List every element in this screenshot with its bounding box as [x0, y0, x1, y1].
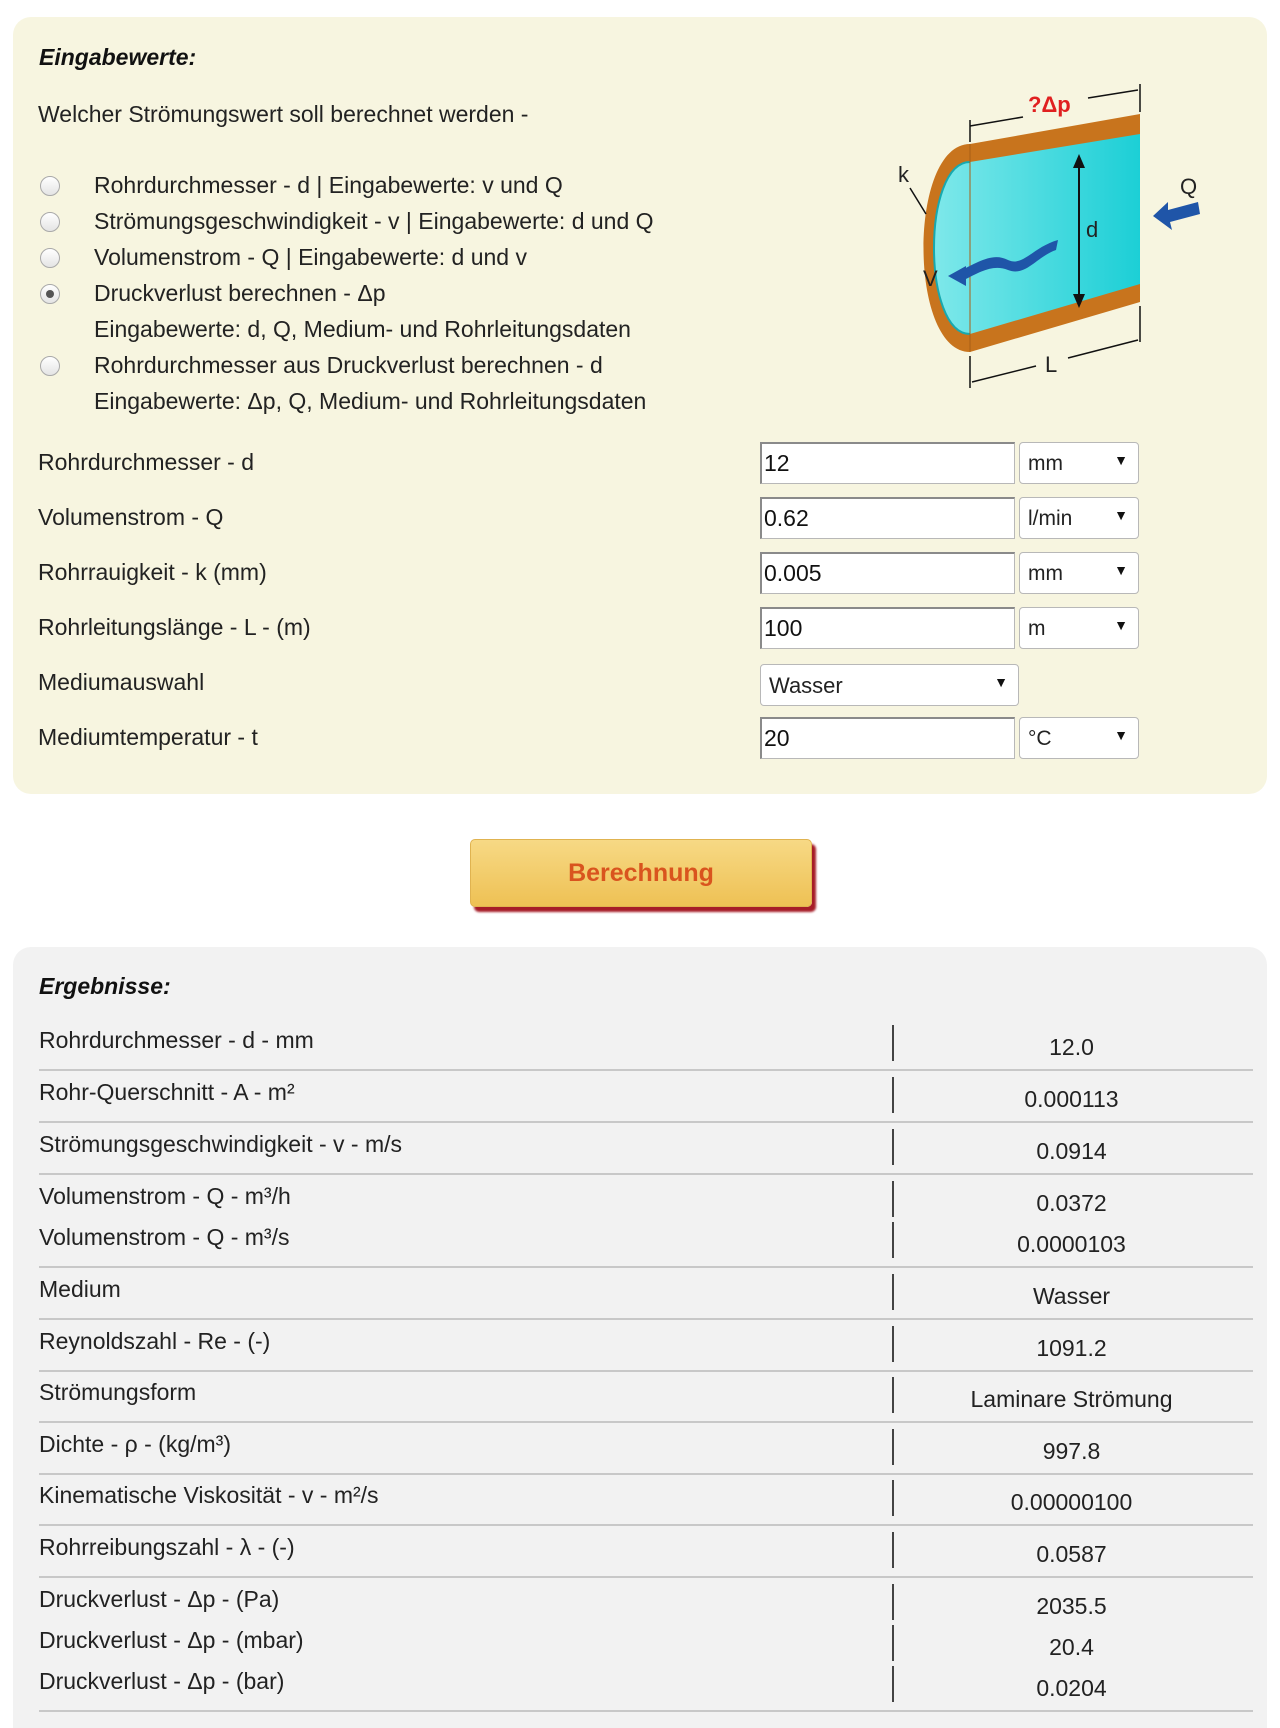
- temperature-label: Mediumtemperatur - t: [38, 724, 258, 750]
- row-divider: [39, 1318, 1253, 1320]
- radio-pressure-loss[interactable]: [40, 284, 60, 304]
- k-label: k: [898, 162, 909, 187]
- k-pointer: [910, 188, 926, 214]
- result-value: Wasser: [1032, 1283, 1111, 1309]
- row-divider: [39, 1266, 1253, 1268]
- flow-input[interactable]: [760, 497, 1015, 539]
- result-value: 0.0204: [1036, 1675, 1107, 1701]
- question-text: Welcher Strömungswert soll berechnet werden -: [38, 101, 529, 127]
- result-label: Medium: [39, 1276, 121, 1302]
- result-label: Druckverlust - Δp - (bar): [39, 1668, 285, 1694]
- row-separator: [892, 1666, 894, 1702]
- roughness-input[interactable]: [760, 552, 1015, 594]
- calculate-button[interactable]: Berechnung: [470, 839, 812, 907]
- option-velocity-label: Strömungsgeschwindigkeit - v | Eingabewerte: d und Q: [94, 208, 654, 234]
- results-heading: Ergebnisse:: [39, 973, 171, 999]
- result-label: Kinematische Viskosität - v - m²/s: [39, 1482, 379, 1508]
- row-divider: [39, 1421, 1253, 1423]
- option-diameter-from-dp-sublabel: Eingabewerte: Δp, Q, Medium- und Rohrleitungsdaten: [94, 388, 647, 414]
- result-label: Dichte - ρ - (kg/m³): [39, 1431, 231, 1457]
- result-value: 0.0372: [1036, 1190, 1107, 1216]
- q-arrow: [1153, 202, 1200, 230]
- input-heading: Eingabewerte:: [39, 44, 197, 70]
- result-value: 0.0914: [1036, 1138, 1107, 1164]
- result-label: Reynoldszahl - Re - (-): [39, 1328, 271, 1354]
- option-pressure-loss-label: Druckverlust berechnen - Δp: [94, 280, 386, 306]
- dp-line-left: [970, 117, 1023, 126]
- result-label: Druckverlust - Δp - (Pa): [39, 1586, 280, 1612]
- result-label: Strömungsform: [39, 1379, 197, 1405]
- radio-diameter[interactable]: [40, 176, 60, 196]
- temperature-unit-select[interactable]: [1019, 717, 1139, 759]
- d-label: d: [1086, 217, 1099, 242]
- medium-label: Mediumauswahl: [38, 669, 205, 695]
- diameter-input[interactable]: [760, 442, 1015, 484]
- result-label: Volumenstrom - Q - m³/h: [39, 1183, 291, 1209]
- row-separator: [892, 1077, 894, 1113]
- result-value: 1091.2: [1036, 1335, 1107, 1361]
- result-label: Strömungsgeschwindigkeit - v - m/s: [39, 1131, 403, 1157]
- result-label: Rohrdurchmesser - d - mm: [39, 1027, 314, 1053]
- result-label: Druckverlust - Δp - (mbar): [39, 1627, 304, 1653]
- length-label: Rohrleitungslänge - L - (m): [38, 614, 311, 640]
- row-separator: [892, 1480, 894, 1516]
- row-divider: [39, 1576, 1253, 1578]
- l-line-right: [1068, 340, 1138, 358]
- diameter-unit-select[interactable]: [1019, 442, 1139, 484]
- flow-label: Volumenstrom - Q: [38, 504, 224, 530]
- row-divider: [39, 1069, 1253, 1071]
- row-separator: [892, 1129, 894, 1165]
- dp-line-right: [1088, 90, 1138, 98]
- length-input[interactable]: [760, 607, 1015, 649]
- row-divider: [39, 1473, 1253, 1475]
- result-value: 0.000113: [1024, 1086, 1119, 1112]
- medium-select-value: Wasser: [769, 673, 843, 698]
- result-value: Laminare Strömung: [970, 1386, 1173, 1412]
- v-label: V: [923, 266, 938, 291]
- l-line-left: [972, 366, 1036, 382]
- dp-label: ?Δp: [1028, 92, 1071, 117]
- radio-diameter-from-dp[interactable]: [40, 356, 60, 376]
- row-separator: [892, 1377, 894, 1413]
- row-divider: [39, 1370, 1253, 1372]
- length-unit-select[interactable]: [1019, 607, 1139, 649]
- temperature-unit-value: °C: [1028, 727, 1052, 750]
- roughness-label: Rohrrauigkeit - k (mm): [38, 559, 267, 585]
- temperature-input[interactable]: [760, 717, 1015, 759]
- row-divider: [39, 1121, 1253, 1123]
- row-separator: [892, 1181, 894, 1217]
- result-label: Rohrreibungszahl - λ - (-): [39, 1534, 295, 1560]
- option-diameter-from-dp-label: Rohrdurchmesser aus Druckverlust berechnen - d: [94, 352, 603, 378]
- result-value: 20.4: [1049, 1634, 1094, 1660]
- dropdown-arrow-icon: ▼: [1114, 507, 1128, 523]
- row-separator: [892, 1222, 894, 1258]
- q-label: Q: [1180, 174, 1198, 199]
- length-unit-value: m: [1028, 617, 1046, 640]
- diameter-unit-value: mm: [1028, 452, 1063, 475]
- radio-flow[interactable]: [40, 248, 60, 268]
- input-panel: [13, 17, 1267, 794]
- row-separator: [892, 1584, 894, 1620]
- l-label: L: [1045, 352, 1058, 377]
- result-value: 0.0587: [1036, 1541, 1107, 1567]
- row-divider: [39, 1710, 1253, 1712]
- diameter-label: Rohrdurchmesser - d: [38, 449, 255, 475]
- roughness-unit-select[interactable]: [1019, 552, 1139, 594]
- option-diameter-label: Rohrdurchmesser - d | Eingabewerte: v und Q: [94, 172, 563, 198]
- result-value: 2035.5: [1036, 1593, 1107, 1619]
- result-label: Rohr-Querschnitt - A - m²: [39, 1079, 295, 1105]
- result-value: 0.0000103: [1017, 1231, 1126, 1257]
- result-label: Volumenstrom - Q - m³/s: [39, 1224, 290, 1250]
- option-flow-label: Volumenstrom - Q | Eingabewerte: d und v: [94, 244, 527, 270]
- row-separator: [892, 1274, 894, 1310]
- option-pressure-loss-sublabel: Eingabewerte: d, Q, Medium- und Rohrleitungsdaten: [94, 316, 631, 342]
- roughness-unit-value: mm: [1028, 562, 1063, 585]
- row-separator: [892, 1326, 894, 1362]
- result-value: 0.00000100: [1010, 1489, 1133, 1515]
- pipe-diagram: [868, 62, 1228, 392]
- row-separator: [892, 1532, 894, 1568]
- dropdown-arrow-icon: ▼: [1114, 562, 1128, 578]
- result-value: 997.8: [1042, 1438, 1101, 1464]
- row-divider: [39, 1173, 1253, 1175]
- dropdown-arrow-icon: ▼: [994, 674, 1008, 690]
- dropdown-arrow-icon: ▼: [1114, 617, 1128, 633]
- row-divider: [39, 1524, 1253, 1526]
- row-separator: [892, 1429, 894, 1465]
- row-separator: [892, 1625, 894, 1661]
- dropdown-arrow-icon: ▼: [1114, 727, 1128, 743]
- row-separator: [892, 1025, 894, 1061]
- result-value: 12.0: [1049, 1034, 1094, 1060]
- radio-velocity[interactable]: [40, 212, 60, 232]
- results-panel: [13, 947, 1267, 1728]
- medium-select[interactable]: [760, 664, 1019, 706]
- flow-unit-value: l/min: [1028, 507, 1073, 530]
- flow-unit-select[interactable]: [1019, 497, 1139, 539]
- dropdown-arrow-icon: ▼: [1114, 452, 1128, 468]
